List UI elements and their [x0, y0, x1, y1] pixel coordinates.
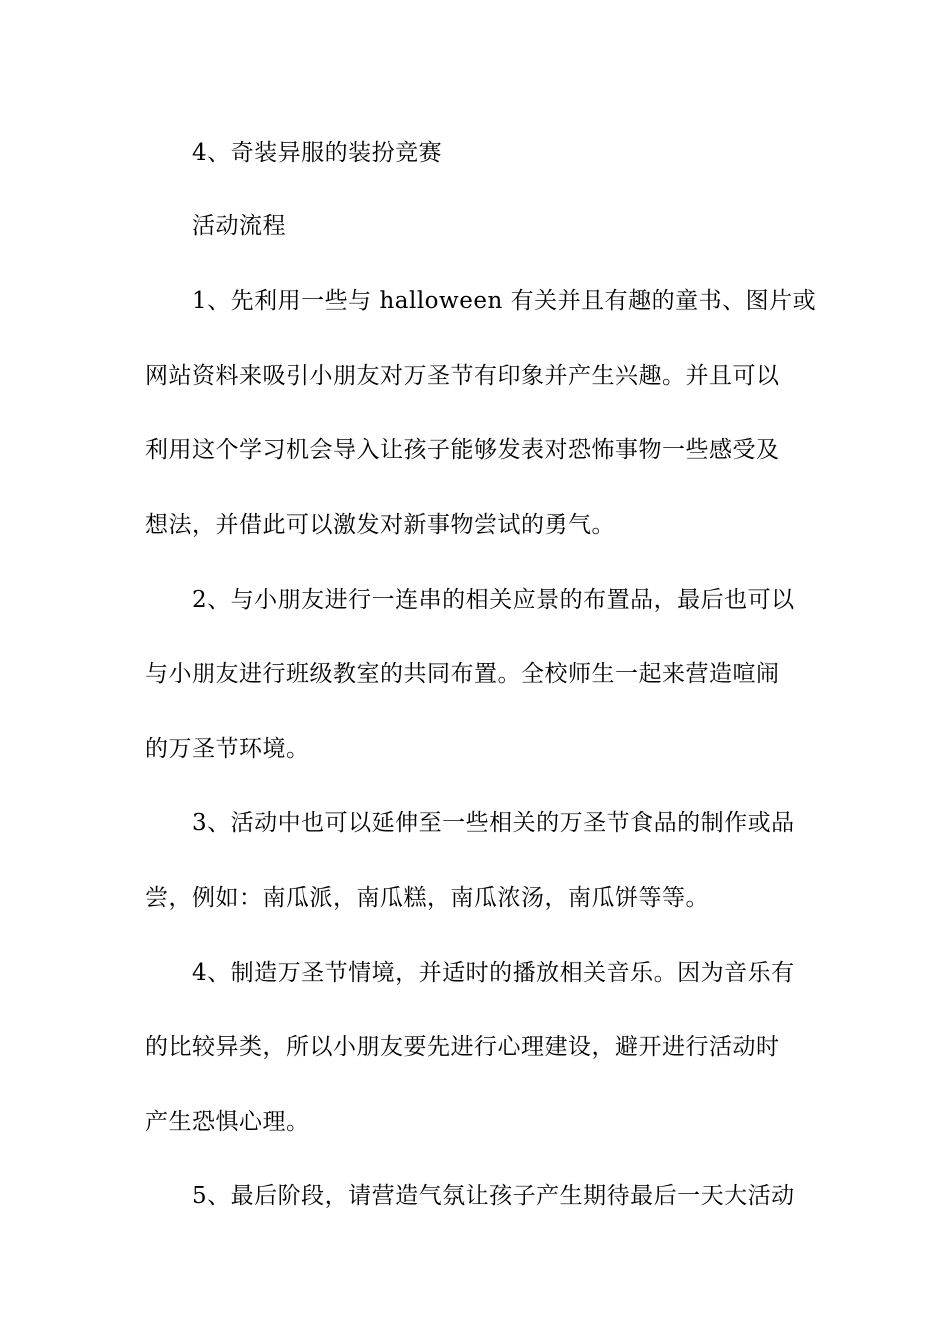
paragraph-1-line-1: 1、先利用一些与 halloween 有关并且有趣的童书、图片或 — [192, 288, 817, 314]
section-title: 活动流程 — [192, 213, 286, 239]
list-item-heading: 4、奇装异服的装扮竞赛 — [192, 140, 443, 166]
paragraph-4-line-3: 产生恐惧心理。 — [145, 1109, 310, 1135]
paragraph-1-line-3: 利用这个学习机会导入让孩子能够发表对恐怖事物一些感受及 — [145, 437, 780, 463]
paragraph-4-line-1: 4、制造万圣节情境，并适时的播放相关音乐。因为音乐有 — [192, 960, 795, 986]
paragraph-4-line-2: 的比较异类，所以小朋友要先进行心理建设，避开进行活动时 — [145, 1034, 780, 1060]
paragraph-1-line-4: 想法，并借此可以激发对新事物尝试的勇气。 — [145, 512, 615, 538]
paragraph-3-line-1: 3、活动中也可以延伸至一些相关的万圣节食品的制作或品 — [192, 810, 795, 836]
paragraph-5-line-1: 5、最后阶段，请营造气氛让孩子产生期待最后一天大活动 — [192, 1183, 795, 1209]
paragraph-2-line-1: 2、与小朋友进行一连串的相关应景的布置品，最后也可以 — [192, 587, 795, 613]
paragraph-3-line-2: 尝，例如：南瓜派，南瓜糕，南瓜浓汤，南瓜饼等等。 — [145, 885, 709, 911]
paragraph-2-line-3: 的万圣节环境。 — [145, 736, 310, 762]
paragraph-1-line-2: 网站资料来吸引小朋友对万圣节有印象并产生兴趣。并且可以 — [145, 363, 780, 389]
paragraph-2-line-2: 与小朋友进行班级教室的共同布置。全校师生一起来营造喧闹 — [145, 661, 780, 687]
